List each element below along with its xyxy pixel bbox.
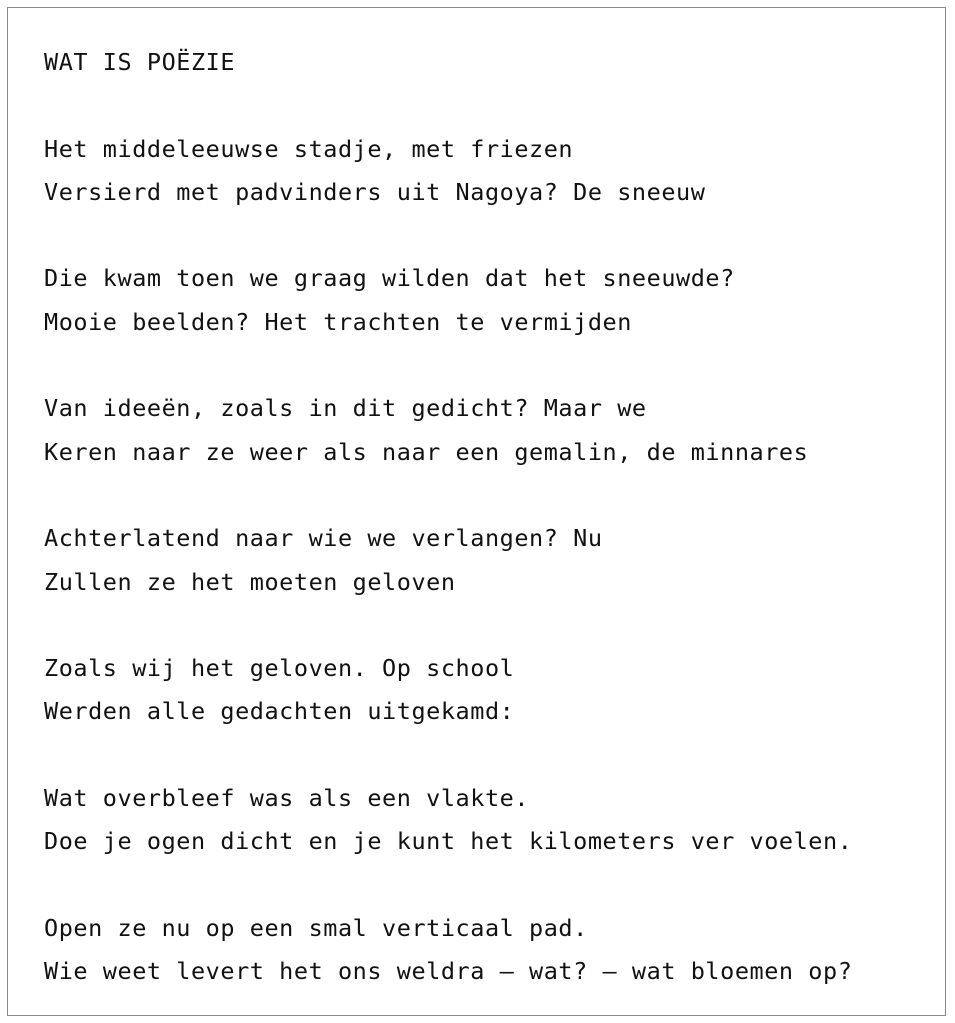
poem-frame <box>7 7 946 1016</box>
poem-line: Versierd met padvinders uit Nagoya? De sneeuw <box>44 177 706 206</box>
poem-body <box>44 41 852 994</box>
poem-line: Achterlatend naar wie we verlangen? Nu <box>44 524 603 553</box>
stanza-3 <box>44 387 852 474</box>
poem-line: Wat overbleef was als een vlakte. <box>44 784 530 813</box>
poem-line: Het middeleeuwse stadje, met friezen <box>44 134 574 163</box>
poem-line: Van ideeën, zoals in dit gedicht? Maar we <box>44 394 647 423</box>
stanza-6 <box>44 777 852 864</box>
poem-line: Mooie beelden? Het trachten te vermijden <box>44 307 632 336</box>
stanza-4 <box>44 517 852 604</box>
stanza-1 <box>44 128 852 215</box>
poem-line: Keren naar ze weer als naar een gemalin, de minnares <box>44 437 809 466</box>
poem-line: Zoals wij het geloven. Op school <box>44 654 515 683</box>
poem-line: Werden alle gedachten uitgekamd: <box>44 697 515 726</box>
stanza-5 <box>44 647 852 734</box>
poem-line: Doe je ogen dicht en je kunt het kilometers ver voelen. <box>44 827 853 856</box>
poem-title: WAT IS POËZIE <box>44 48 236 76</box>
poem-line: Die kwam toen we graag wilden dat het sneeuwde? <box>44 264 735 293</box>
stanza-2 <box>44 257 852 344</box>
poem-line: Wie weet levert het ons weldra — wat? — wat bloemen op? <box>44 957 853 986</box>
poem-line: Open ze nu op een smal verticaal pad. <box>44 913 588 942</box>
poem-line: Zullen ze het moeten geloven <box>44 567 456 596</box>
stanza-7 <box>44 907 852 994</box>
